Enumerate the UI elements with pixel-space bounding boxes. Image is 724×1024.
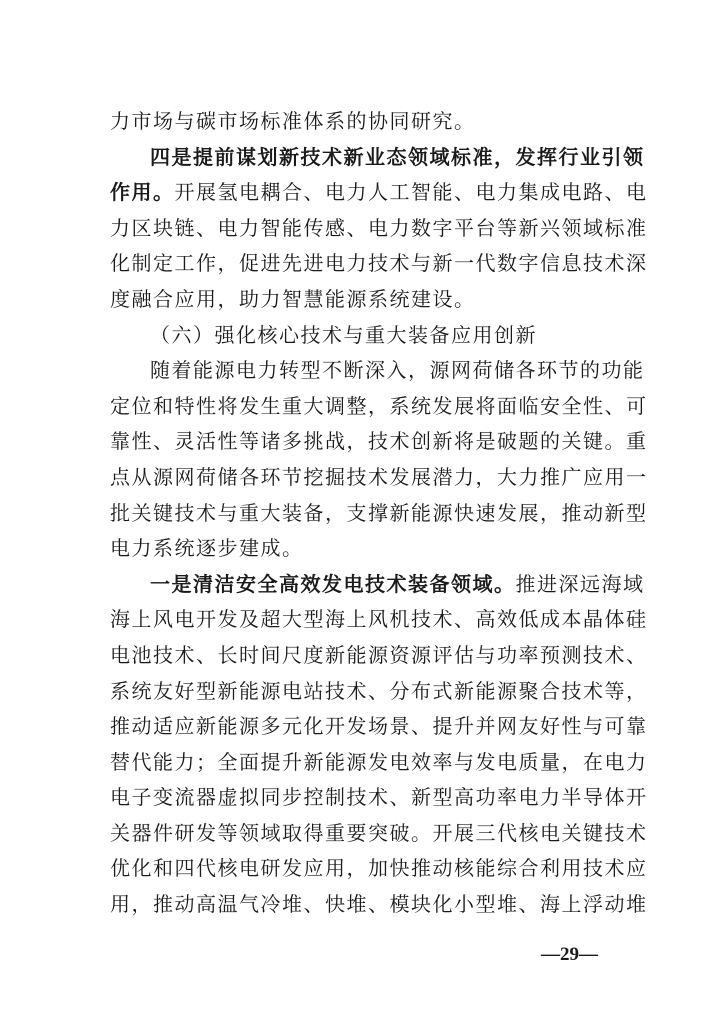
text-line: [110, 496, 648, 532]
line-text: 电池技术、长时间尺度新能源资源评估与功率预测技术、: [110, 642, 648, 667]
text-line: [110, 211, 648, 247]
text-line: [110, 745, 648, 781]
line-text: 度融合应用，助力智慧能源系统建设。: [110, 286, 476, 311]
line-text: 电子变流器虚拟同步控制技术、新型高功率电力半导体开: [110, 785, 648, 810]
line-text: 海上风电开发及超大型海上风机技术、高效低成本晶体硅: [110, 607, 648, 632]
text-line: [110, 567, 645, 603]
text-line: [110, 709, 648, 745]
text-line: [110, 674, 648, 710]
text-line: [110, 460, 648, 496]
line-text: 推进深远海域: [515, 571, 645, 596]
text-line: [110, 780, 648, 816]
line-text: 随着能源电力转型不断深入，源网荷储各环节的功能: [150, 358, 645, 383]
section-heading: [110, 318, 600, 354]
text-line: [110, 353, 645, 389]
text-line: [110, 424, 648, 460]
line-text: 定位和特性将发生重大调整，系统发展将面临安全性、可: [110, 393, 648, 418]
text-line: [110, 531, 600, 567]
line-text: 系统友好型新能源电站技术、分布式新能源聚合技术等，: [110, 678, 648, 703]
text-line: [110, 816, 648, 852]
line-text: 开展氢电耦合、电力人工智能、电力集成电路、电: [174, 180, 648, 205]
line-text: （六）强化核心技术与重大装备应用创新: [150, 322, 537, 347]
page-number: —29—: [541, 944, 598, 965]
line-bold-text: 作用。: [110, 180, 175, 205]
body-text: [110, 104, 648, 923]
text-line: [110, 389, 648, 425]
text-line: [110, 104, 600, 140]
line-text: 用，推动高温气冷堆、快堆、模块化小型堆、海上浮动堆: [110, 892, 648, 917]
text-line: [110, 246, 648, 282]
line-text: 点从源网荷储各环节挖掘技术发展潜力，大力推广应用一: [110, 464, 648, 489]
line-text: 关器件研发等领域取得重要突破。开展三代核电关键技术: [110, 820, 648, 845]
line-text: 电力系统逐步建成。: [110, 536, 304, 561]
text-line: [110, 638, 648, 674]
line-text: 化制定工作，促进先进电力技术与新一代数字信息技术深: [110, 251, 648, 276]
line-text: 力区块链、电力智能传感、电力数字平台等新兴领域标准: [110, 215, 648, 240]
line-text: 靠性、灵活性等诸多挑战，技术创新将是破题的关键。重: [110, 429, 648, 454]
line-text: 批关键技术与重大装备，支撑新能源快速发展，推动新型: [110, 500, 648, 525]
text-line: [110, 140, 645, 176]
line-text: 优化和四代核电研发应用，加快推动核能综合利用技术应: [110, 856, 648, 881]
text-line: [110, 282, 600, 318]
text-line: [110, 602, 648, 638]
text-line: [110, 887, 648, 923]
line-text: 推动适应新能源多元化开发场景、提升并网友好性与可靠: [110, 714, 648, 739]
line-bold-text: 四是提前谋划新技术新业态领域标准，发挥行业引领: [150, 144, 645, 169]
line-text: 力市场与碳市场标准体系的协同研究。: [110, 109, 476, 133]
text-line: [110, 175, 648, 211]
text-line: [110, 851, 648, 887]
line-bold-text: 一是清洁安全高效发电技术装备领域。: [150, 571, 516, 596]
line-text: 替代能力；全面提升新能源发电效率与发电质量，在电力: [110, 749, 648, 774]
